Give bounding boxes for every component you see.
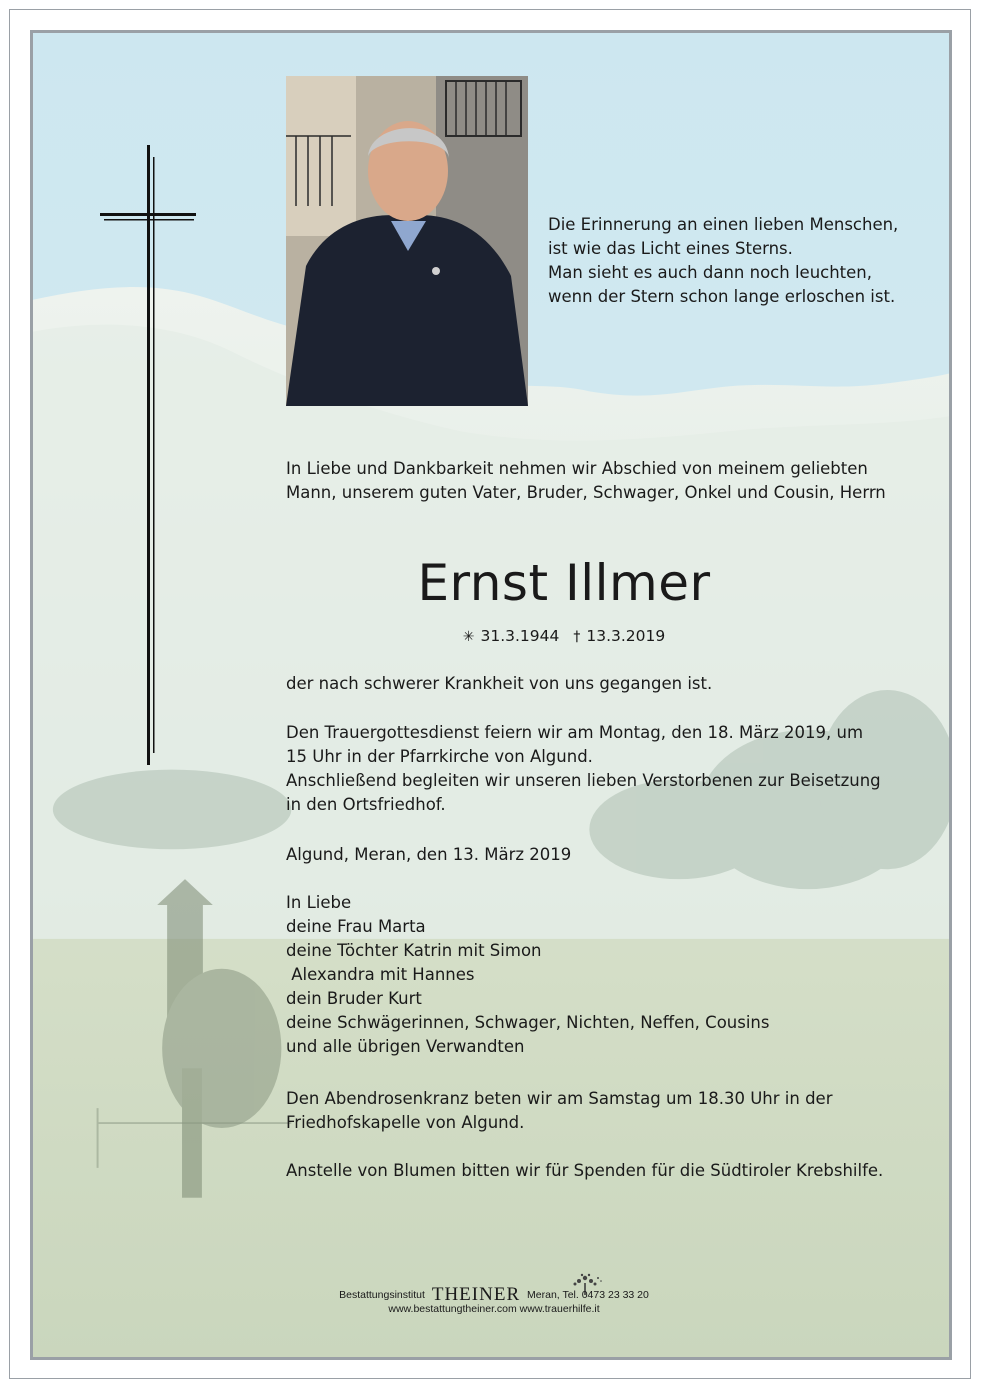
family-line: deine Frau Marta — [286, 917, 426, 936]
footer-prefix: Bestattungsinstitut — [339, 1289, 425, 1301]
footer-brand: THEINER — [431, 1284, 521, 1305]
intro-line: Mann, unserem guten Vater, Bruder, Schwager, Onkel und Cousin, Herrn — [286, 483, 886, 502]
family-line: und alle übrigen Verwandten — [286, 1037, 525, 1056]
quote-line: Die Erinnerung an einen lieben Menschen, — [548, 215, 899, 234]
service-text — [286, 721, 881, 817]
service-line: in den Ortsfriedhof. — [286, 795, 446, 814]
birth-date: 31.3.1944 — [480, 627, 560, 645]
intro-line: In Liebe und Dankbarkeit nehmen wir Abschied von meinem geliebten — [286, 459, 868, 478]
rosary-line: Friedhofskapelle von Algund. — [286, 1113, 525, 1132]
life-dates — [33, 625, 952, 648]
family-line: In Liebe — [286, 893, 352, 912]
family-line: Alexandra mit Hannes — [286, 965, 475, 984]
service-line: Anschließend begleiten wir unseren lieben Verstorbenen zur Beisetzung — [286, 771, 881, 790]
family-list — [286, 891, 769, 1059]
family-line: deine Schwägerinnen, Schwager, Nichten, Neffen, Cousins — [286, 1013, 770, 1032]
footer-contact: Meran, Tel. 0473 23 33 20 — [527, 1289, 649, 1301]
death-cross-icon: † — [573, 629, 581, 645]
death-date: 13.3.2019 — [586, 627, 666, 645]
footer-websites: www.bestattungtheiner.com www.trauerhilfe.it — [388, 1303, 600, 1315]
intro-text — [286, 457, 886, 505]
quote-line: Man sieht es auch dann noch leuchten, — [548, 263, 873, 282]
family-line: dein Bruder Kurt — [286, 989, 422, 1008]
rosary-line: Den Abendrosenkranz beten wir am Samstag um 18.30 Uhr in der — [286, 1089, 833, 1108]
funeral-home-footer — [33, 1284, 952, 1316]
donation-text: Anstelle von Blumen bitten wir für Spenden für die Südtiroler Krebshilfe. — [286, 1161, 884, 1180]
passed-text: der nach schwerer Krankheit von uns gegangen ist. — [286, 674, 713, 693]
footer-brand-row — [33, 1284, 952, 1305]
place-date: Algund, Meran, den 13. März 2019 — [286, 845, 572, 864]
rosary-text — [286, 1087, 833, 1135]
birth-star-icon: ✳ — [462, 629, 475, 645]
inner-frame — [30, 30, 952, 1360]
service-line: Den Trauergottesdienst feiern wir am Montag, den 18. März 2019, um — [286, 723, 864, 742]
cross-icon — [100, 145, 200, 765]
quote-line: wenn der Stern schon lange erloschen ist. — [548, 287, 896, 306]
memorial-quote — [548, 213, 898, 309]
service-line: 15 Uhr in der Pfarrkirche von Algund. — [286, 747, 593, 766]
portrait-photo — [286, 76, 528, 406]
quote-line: ist wie das Licht eines Sterns. — [548, 239, 793, 258]
family-line: deine Töchter Katrin mit Simon — [286, 941, 542, 960]
deceased-name: Ernst Illmer — [417, 554, 711, 612]
